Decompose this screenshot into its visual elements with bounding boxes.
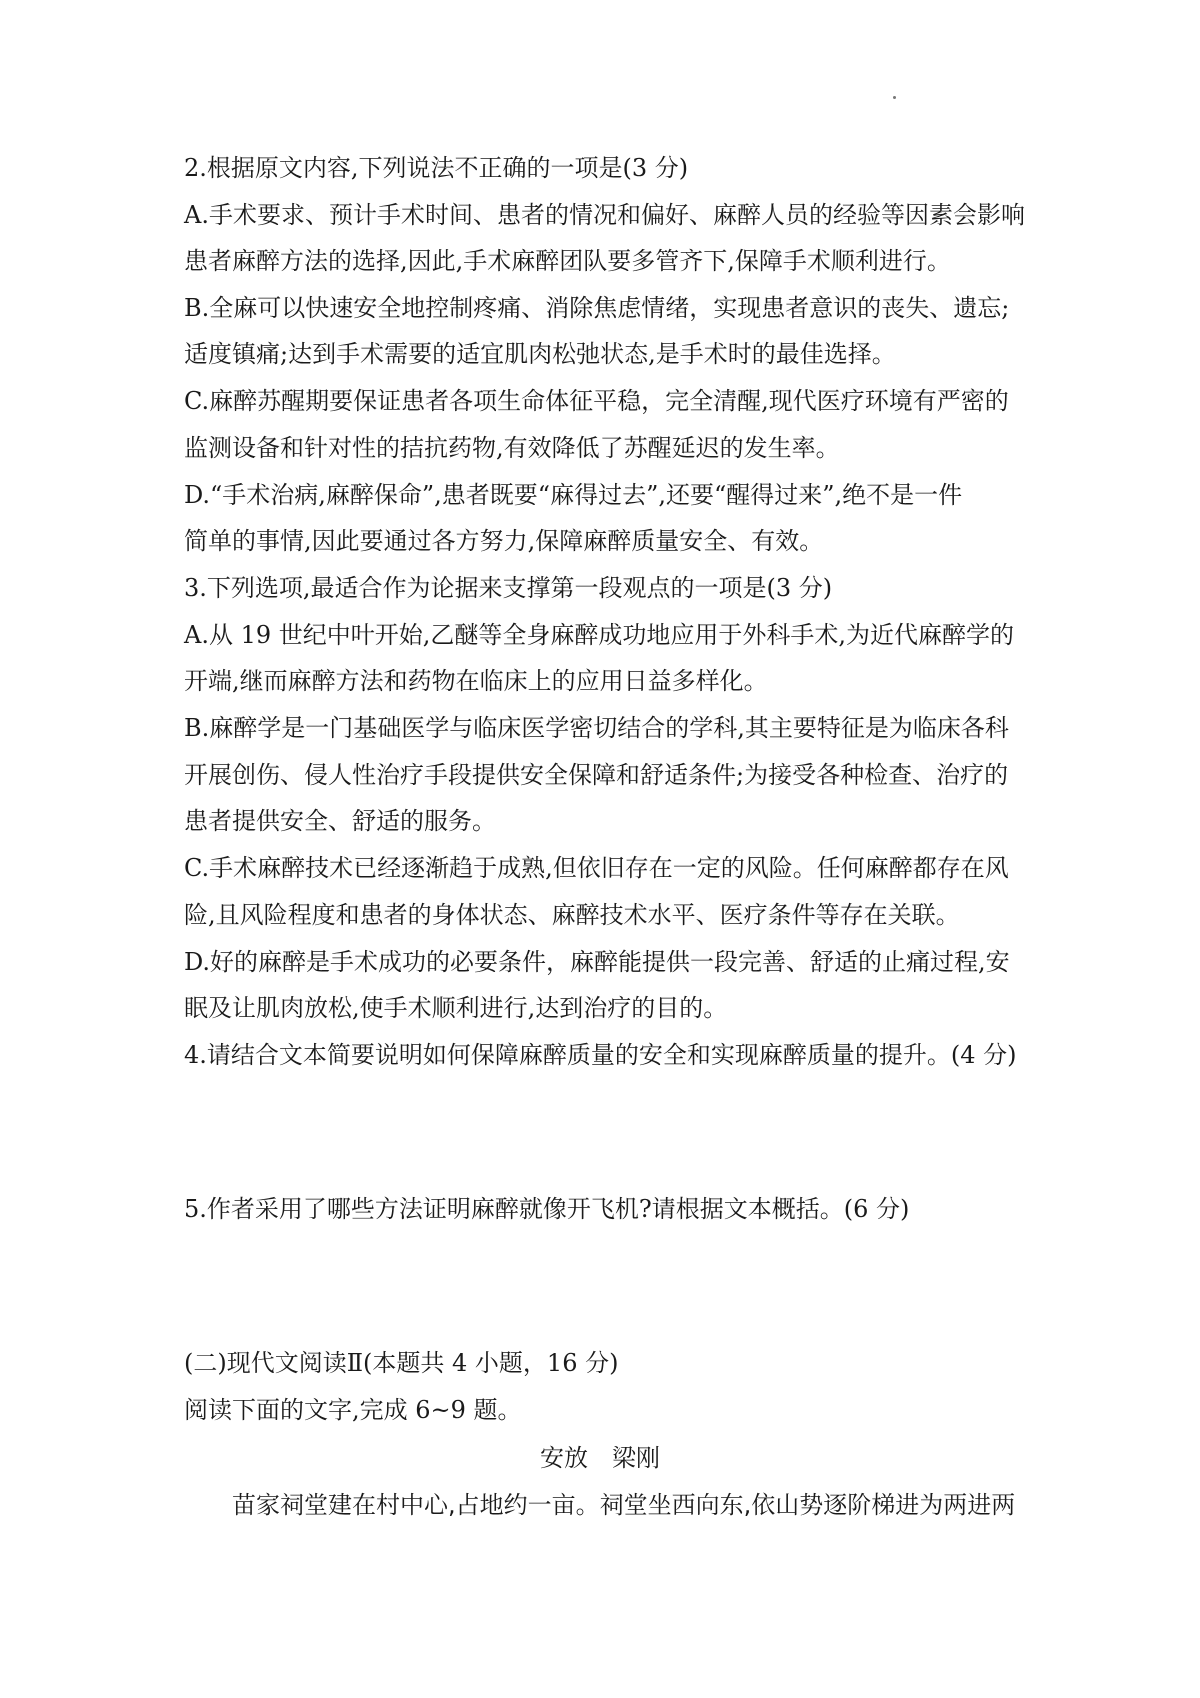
q2-option-c-line1: C.麻醉苏醒期要保证患者各项生命体征平稳，完全清醒,现代医疗环境有严密的 xyxy=(184,387,1009,415)
q4-stem: 4.请结合文本简要说明如何保障麻醉质量的安全和实现麻醉质量的提升。(4 分) xyxy=(184,1041,1017,1069)
q2-stem: 2.根据原文内容,下列说法不正确的一项是(3 分) xyxy=(184,154,689,182)
q2-option-c-line2: 监测设备和针对性的拮抗药物,有效降低了苏醒延迟的发生率。 xyxy=(184,434,840,462)
scan-speck xyxy=(893,96,896,99)
section2-instruction: 阅读下面的文字,完成 6~9 题。 xyxy=(184,1396,522,1424)
q3-option-a-line1: A.从 19 世纪中叶开始,乙醚等全身麻醉成功地应用于外科手术,为近代麻醉学的 xyxy=(184,621,1015,649)
passage-title: 安放 梁刚 xyxy=(540,1444,660,1472)
q3-option-b-line2: 开展创伤、侵人性治疗手段提供安全保障和舒适条件;为接受各种检查、治疗的 xyxy=(184,761,1009,789)
q2-option-b-line2: 适度镇痛;达到手术需要的适宜肌肉松弛状态,是手术时的最佳选择。 xyxy=(184,340,896,368)
q3-option-b-line1: B.麻醉学是一门基础医学与临床医学密切结合的学科,其主要特征是为临床各科 xyxy=(184,714,1009,742)
q2-option-a-line2: 患者麻醉方法的选择,因此,手术麻醉团队要多管齐下,保障手术顺利进行。 xyxy=(184,247,951,275)
q5-stem: 5.作者采用了哪些方法证明麻醉就像开飞机?请根据文本概括。(6 分) xyxy=(184,1195,910,1223)
q3-stem: 3.下列选项,最适合作为论据来支撑第一段观点的一项是(3 分) xyxy=(184,574,833,602)
q3-option-c-line1: C.手术麻醉技术已经逐渐趋于成熟,但依旧存在一定的风险。任何麻醉都存在风 xyxy=(184,854,1009,882)
q2-option-d-line2: 简单的事情,因此要通过各方努力,保障麻醉质量安全、有效。 xyxy=(184,527,824,555)
q3-option-b-line3: 患者提供安全、舒适的服务。 xyxy=(184,807,496,835)
q3-option-a-line2: 开端,继而麻醉方法和药物在临床上的应用日益多样化。 xyxy=(184,667,768,695)
section2-heading: (二)现代文阅读Ⅱ(本题共 4 小题，16 分) xyxy=(184,1349,619,1377)
q2-option-a-line1: A.手术要求、预计手术时间、患者的情况和偏好、麻醉人员的经验等因素会影响 xyxy=(184,201,1025,229)
q2-option-b-line1: B.全麻可以快速安全地控制疼痛、消除焦虑情绪，实现患者意识的丧失、遗忘; xyxy=(184,294,1010,322)
q2-option-d-line1: D.“手术治病,麻醉保命”,患者既要“麻得过去”,还要“醒得过来”,绝不是一件 xyxy=(184,481,963,509)
passage-paragraph: 苗家祠堂建在村中心,占地约一亩。祠堂坐西向东,依山势逐阶梯进为两进两 xyxy=(232,1491,1016,1519)
q3-option-d-line2: 眠及让肌肉放松,使手术顺利进行,达到治疗的目的。 xyxy=(184,994,728,1022)
q3-option-d-line1: D.好的麻醉是手术成功的必要条件，麻醉能提供一段完善、舒适的止痛过程,安 xyxy=(184,948,1010,976)
q3-option-c-line2: 险,且风险程度和患者的身体状态、麻醉技术水平、医疗条件等存在关联。 xyxy=(184,901,960,929)
